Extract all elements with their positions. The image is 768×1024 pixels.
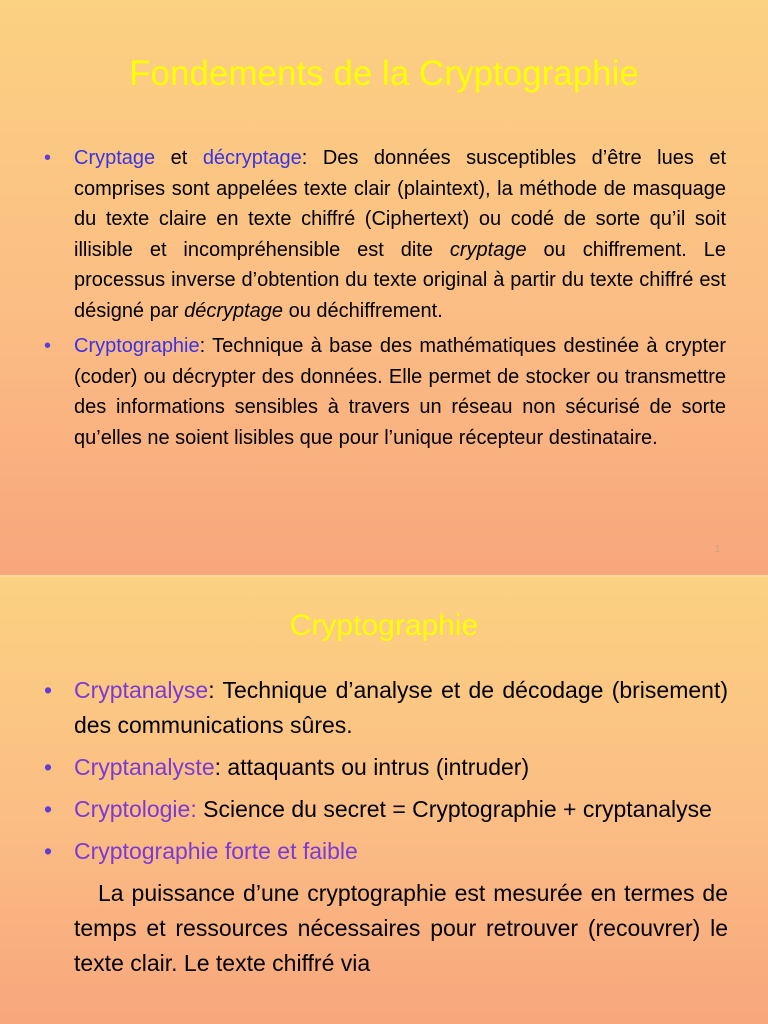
- definition-text: : Technique à base des mathématiques destinée à crypter (coder) ou décrypter des données. Elle permet de stocker ou transmettre des informations sensibles à travers un réseau non sécurisé de sorte qu’elles ne soient lisibles que pour l’unique récepteur destinataire.: [74, 335, 726, 449]
- bullet-item-cryptanalyste: [44, 750, 728, 785]
- slide-2: [0, 577, 768, 1024]
- term-cryptographie: Cryptographie: [74, 335, 200, 357]
- definition-text: ou déchiffrement.: [283, 299, 443, 322]
- bullet-item-cryptographie: [44, 331, 726, 453]
- bullet-icon: •: [44, 838, 53, 864]
- bullet-icon: •: [44, 754, 53, 780]
- paragraph-text: La puissance d’une cryptographie est mesurée en termes de temps et ressources nécessaires pour retrouver (recouvrer) le texte clair. Le texte chiffré via: [74, 880, 728, 976]
- bullet-list: [44, 673, 728, 988]
- term-cryptanalyse: Cryptanalyse: [74, 677, 209, 703]
- bullet-icon: •: [44, 147, 52, 169]
- bullet-item-cryptanalyse: [44, 673, 728, 743]
- bullet-item-cryptage: [44, 143, 726, 326]
- page-number: 1: [714, 544, 720, 555]
- definition-text: : Des données susceptibles d’être lues et comprises sont appelées texte clair (plaintext), la méthode de masquage du texte claire en texte chiffré (Ciphertext) ou codé de sorte qu’il soit illisible et incompréhensible est dite: [74, 147, 726, 261]
- bullet-list: [44, 143, 726, 458]
- slide-title: Fondements de la Cryptographie: [129, 54, 639, 93]
- emphasis-cryptage: cryptage: [449, 238, 527, 261]
- bullet-icon: •: [44, 796, 53, 822]
- term-cryptanalyste: Cryptanalyste: [74, 754, 215, 780]
- term-cryptage: Cryptage: [74, 147, 156, 169]
- term-decryptage: décryptage: [202, 147, 302, 169]
- bullet-icon: •: [44, 335, 52, 357]
- definition-text: : Technique d’analyse et de décodage (brisement) des communications sûres.: [74, 677, 728, 738]
- term-cryptologie: Cryptologie:: [74, 796, 197, 822]
- definition-text: Science du secret = Cryptographie + cryptanalyse: [196, 796, 712, 822]
- slide-title: Cryptographie: [289, 609, 479, 642]
- emphasis-decryptage: décryptage: [184, 299, 284, 322]
- bullet-item-cryptologie: [44, 792, 728, 827]
- bullet-icon: •: [44, 677, 53, 703]
- bullet-item-forte-faible: [44, 834, 728, 869]
- term-cryptographie-forte-faible: Cryptographie forte et faible: [74, 838, 358, 864]
- definition-text: : attaquants ou intrus (intruder): [214, 754, 530, 780]
- definition-text: ou chiffrement. Le processus inverse d’obtention du texte original à partir du texte chiffré est désigné par: [74, 238, 726, 322]
- conjunction: et: [155, 147, 203, 169]
